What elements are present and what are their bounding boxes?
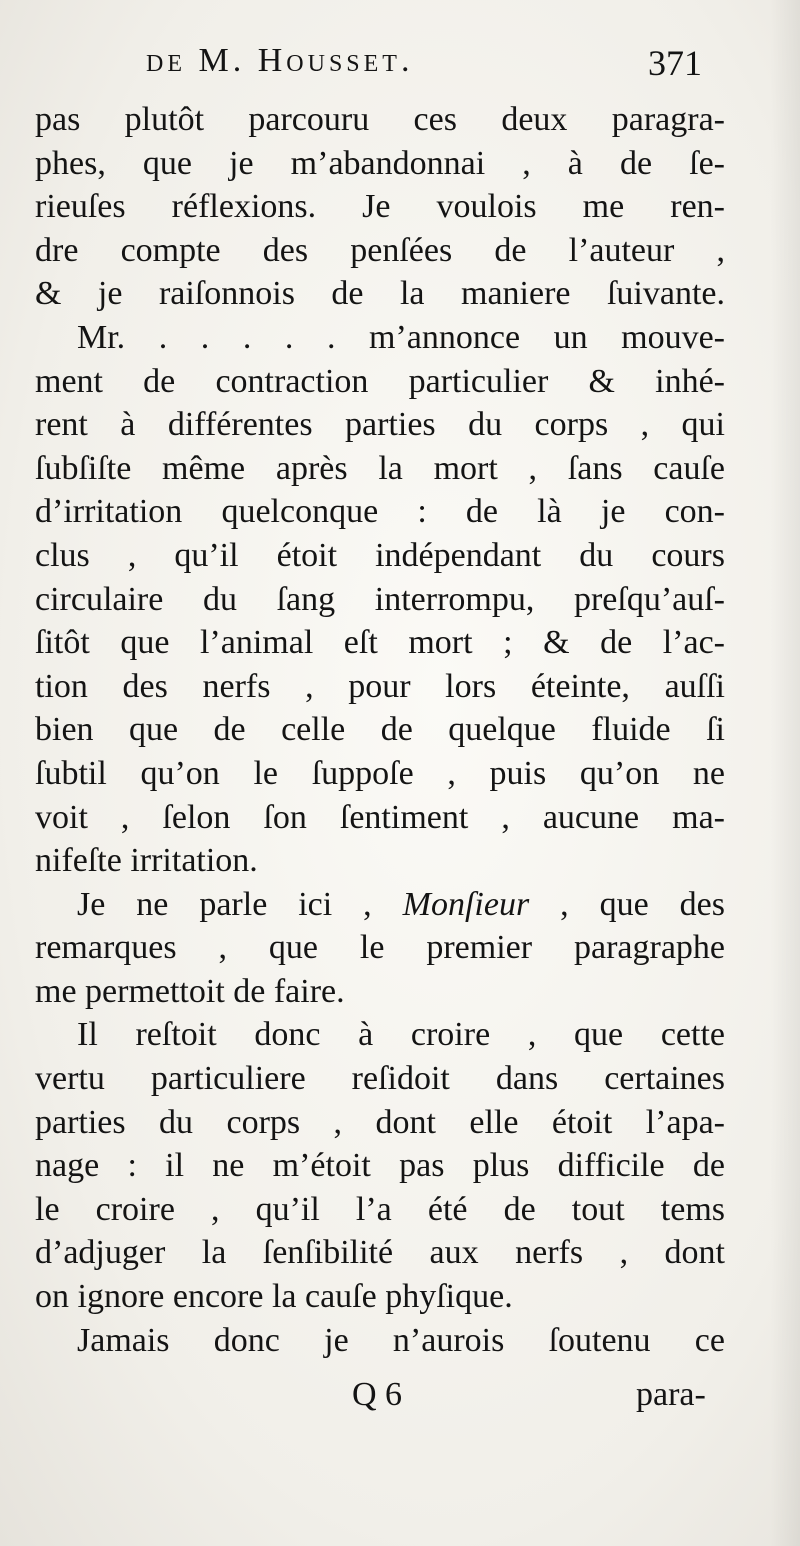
text-line: circulaire du ſang interrompu, preſqu’auſ- — [35, 580, 725, 618]
text-line: vertu particuliere reſidoit dans certaines — [35, 1060, 725, 1098]
text-line: bien que de celle de quelque fluide ſi — [35, 711, 725, 749]
text-line: parties du corps , dont elle étoit l’apa- — [35, 1103, 725, 1141]
text-line: nifeſte irritation. — [35, 842, 258, 880]
text-line: le croire , qu’il l’a été de tout tems — [35, 1190, 725, 1228]
text-line: & je raiſonnois de la maniere ſuivante. — [35, 275, 725, 313]
running-title: de M. Housset. — [146, 42, 414, 79]
page-footer — [0, 1376, 800, 1420]
text-fragment: que des — [599, 885, 725, 923]
body-text — [35, 98, 725, 1362]
page-number: 371 — [648, 43, 702, 83]
text-line: ſitôt que l’animal eſt mort ; & de l’ac- — [35, 624, 725, 662]
text-line: phes, que je m’abandonnai , à de ſe- — [35, 144, 725, 182]
text-fragment: , — [529, 885, 600, 923]
text-line: clus , qu’il étoit indépendant du cours — [35, 536, 725, 574]
text-line: ſubſiſte même après la mort , ſans cauſe — [35, 449, 725, 487]
text-line: remarques , que le premier paragraphe — [35, 929, 725, 967]
page-edge-shadow — [770, 0, 800, 1546]
text-line: voit , ſelon ſon ſentiment , aucune ma- — [35, 798, 725, 836]
text-line: d’irritation quelconque : de là je con- — [35, 493, 725, 531]
text-line: d’adjuger la ſenſibilité aux nerfs , dont — [35, 1234, 725, 1272]
text-line: rent à différentes parties du corps , qui — [35, 406, 725, 444]
text-line: rieuſes réflexions. Je voulois me ren- — [35, 188, 725, 226]
text-line: Il reſtoit donc à croire , que cette — [77, 1016, 725, 1054]
italic-word: Monſieur — [402, 885, 530, 923]
text-line: ſubtil qu’on le ſuppoſe , puis qu’on ne — [35, 754, 725, 792]
text-line: dre compte des penſées de l’auteur , — [35, 231, 725, 269]
text-line: me permettoit de faire. — [35, 972, 345, 1010]
text-line: Mr. . . . . . m’annonce un mouve- — [77, 318, 725, 356]
text-line: nage : il ne m’étoit pas plus difficile de — [35, 1147, 725, 1185]
text-line: on ignore encore la cauſe phyſique. — [35, 1278, 513, 1316]
text-line: Jamais donc je n’aurois ſoutenu ce — [77, 1321, 725, 1359]
text-line: ment de contraction particulier & inhé- — [35, 362, 725, 400]
signature-mark: Q 6 — [352, 1376, 403, 1413]
catchword: para- — [636, 1376, 706, 1413]
text-fragment: Je ne parle ici , — [77, 885, 403, 923]
text-line — [35, 883, 725, 927]
text-line: tion des nerfs , pour lors éteinte, auſſi — [35, 667, 725, 705]
text-line: pas plutôt parcouru ces deux paragra- — [35, 101, 725, 138]
